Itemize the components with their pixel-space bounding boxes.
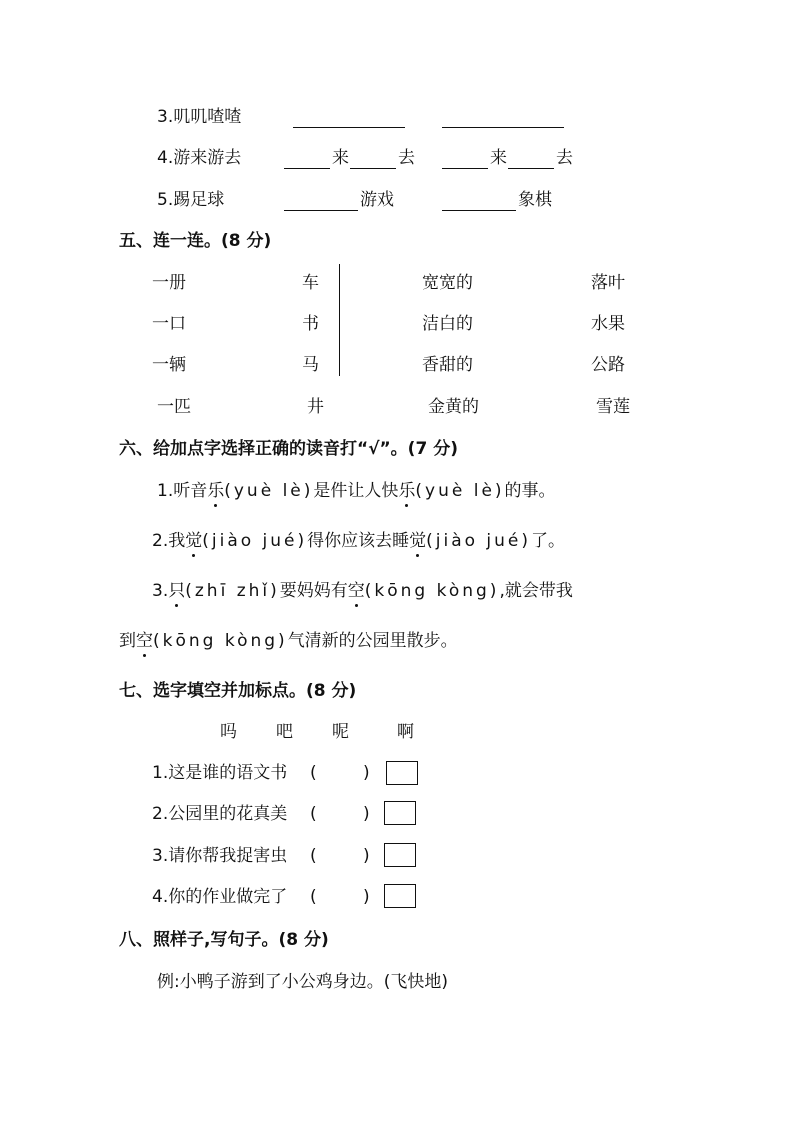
pinyin-choice[interactable]: (zhī zhǐ) — [185, 581, 280, 601]
measure-word: 一册 — [152, 273, 186, 293]
pinyin-choice[interactable]: (jiào jué) — [426, 531, 532, 551]
item-4-blank-1[interactable] — [284, 168, 330, 169]
fill-item-4: 4.你的作业做完了 — [152, 887, 288, 907]
measure-word: 一辆 — [152, 355, 186, 375]
choice-word: 吗 — [220, 722, 237, 742]
paren-close: ) — [363, 804, 370, 824]
item-4-label: 4.游来游去 — [157, 148, 242, 168]
noun-word: 马 — [302, 355, 319, 375]
measure-word: 一口 — [152, 314, 186, 334]
item-4-qu-2: 去 — [556, 148, 573, 168]
item-5-end: 象棋 — [518, 190, 552, 210]
paren-close: ) — [363, 887, 370, 907]
q2-text-a: 2.我 — [152, 531, 186, 551]
paren-close: ) — [363, 763, 370, 783]
pinyin-question-2 — [152, 530, 565, 552]
section-8-title: 八、照样子,写句子。(8 分) — [119, 930, 329, 950]
choice-word: 吧 — [276, 722, 293, 742]
noun-word: 书 — [302, 314, 319, 334]
pinyin-choice[interactable]: (kōng kòng) — [364, 581, 500, 601]
pinyin-question-3-cont — [119, 630, 458, 652]
pinyin-choice[interactable]: (yuè lè) — [224, 481, 314, 501]
adjective-word: 金黄的 — [428, 397, 479, 417]
item-5-label: 5.踢足球 — [157, 190, 225, 210]
fill-item-1: 1.这是谁的语文书 — [152, 763, 288, 783]
example-sentence: 例:小鸭子游到了小公鸡身边。(飞快地) — [157, 972, 448, 992]
dotted-char: 觉 — [409, 531, 427, 551]
item-4-blank-3[interactable] — [442, 168, 488, 169]
q3b-text-a: 到 — [119, 631, 136, 651]
paren-open: ( — [310, 763, 317, 783]
item-5-blank-1[interactable] — [284, 210, 358, 211]
paren-open: ( — [310, 804, 317, 824]
q3-text-c: ,就会带我 — [499, 581, 573, 601]
item-5-blank-2[interactable] — [442, 210, 516, 211]
paren-open: ( — [310, 887, 317, 907]
punctuation-box[interactable] — [384, 884, 416, 908]
measure-word: 一匹 — [157, 397, 191, 417]
item-3-blank-1[interactable] — [293, 127, 405, 128]
item-4-lai-2: 来 — [490, 148, 507, 168]
object-word: 水果 — [591, 314, 625, 334]
choice-word: 呢 — [332, 722, 349, 742]
adjective-word: 宽宽的 — [422, 273, 473, 293]
item-4-lai-1: 来 — [332, 148, 349, 168]
dotted-char: 只 — [168, 581, 186, 601]
object-word: 公路 — [591, 355, 625, 375]
dotted-char: 空 — [347, 581, 365, 601]
q1-text-c: 的事。 — [504, 481, 556, 501]
item-5-mid: 游戏 — [360, 190, 394, 210]
pinyin-choice[interactable]: (yuè lè) — [415, 481, 505, 501]
pinyin-choice[interactable]: (kōng kòng) — [153, 631, 288, 651]
choice-word: 啊 — [397, 722, 414, 742]
item-3-blank-2[interactable] — [442, 127, 564, 128]
pinyin-question-1 — [157, 480, 556, 502]
q1-text-b: 是件让人快 — [313, 481, 399, 501]
pinyin-choice[interactable]: (jiào jué) — [202, 531, 308, 551]
dotted-char: 乐 — [207, 481, 225, 501]
adjective-word: 洁白的 — [422, 314, 473, 334]
object-word: 雪莲 — [596, 397, 630, 417]
column-divider — [339, 264, 340, 376]
paren-close: ) — [363, 846, 370, 866]
item-4-blank-2[interactable] — [350, 168, 396, 169]
punctuation-box[interactable] — [384, 843, 416, 867]
punctuation-box[interactable] — [386, 761, 418, 785]
fill-item-3: 3.请你帮我捉害虫 — [152, 846, 288, 866]
fill-item-2: 2.公园里的花真美 — [152, 804, 288, 824]
object-word: 落叶 — [591, 273, 625, 293]
dotted-char: 乐 — [398, 481, 416, 501]
paren-open: ( — [310, 846, 317, 866]
q2-text-b: 得你应该去睡 — [307, 531, 410, 551]
noun-word: 井 — [307, 397, 324, 417]
noun-word: 车 — [302, 273, 319, 293]
q3-text-b: 要妈妈有 — [279, 581, 348, 601]
pinyin-question-3 — [152, 580, 573, 602]
dotted-char: 空 — [136, 631, 153, 651]
section-6-title: 六、给加点字选择正确的读音打“√”。(7 分) — [119, 439, 458, 459]
item-4-qu-1: 去 — [398, 148, 415, 168]
q3-number: 3. — [152, 581, 169, 601]
item-4-blank-4[interactable] — [508, 168, 554, 169]
punctuation-box[interactable] — [384, 801, 416, 825]
adjective-word: 香甜的 — [422, 355, 473, 375]
dotted-char: 觉 — [185, 531, 203, 551]
section-5-title: 五、连一连。(8 分) — [119, 231, 272, 251]
section-7-title: 七、选字填空并加标点。(8 分) — [119, 681, 357, 701]
q3b-text-b: 气清新的公园里散步。 — [287, 631, 458, 651]
item-3-label: 3.叽叽喳喳 — [157, 107, 242, 127]
q2-text-c: 了。 — [531, 531, 566, 551]
q1-text-a: 1.听音 — [157, 481, 208, 501]
